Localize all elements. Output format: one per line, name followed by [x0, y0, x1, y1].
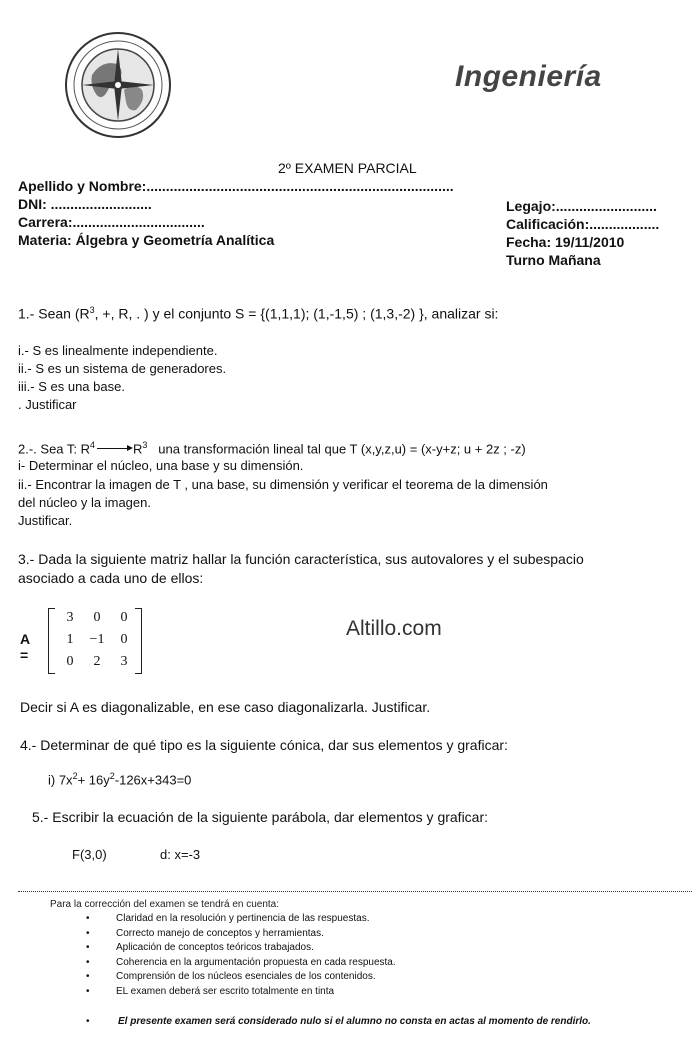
university-seal-logo: [62, 30, 174, 140]
matrix-label: A =: [20, 631, 30, 663]
list-item: • Aplicación de conceptos teóricos trabajados.: [86, 942, 314, 953]
grade-field: Calificación:..................: [506, 216, 660, 232]
exam-title: 2º EXAMEN PARCIAL: [278, 160, 417, 176]
matrix-cell: 2: [93, 654, 101, 669]
watermark-text: Altillo.com: [346, 617, 442, 640]
q1-item-i: i.- S es linealmente independiente.: [18, 343, 218, 358]
criteria-list: [86, 913, 396, 1000]
subject-field: Materia: Álgebra y Geometría Analítica: [18, 232, 275, 248]
matrix-cell: 0: [66, 654, 74, 669]
career-field: Carrera:..................................: [18, 214, 205, 230]
legajo-field: Legajo:..........................: [506, 198, 657, 214]
footer-divider: [18, 891, 692, 892]
q2-item-ii-line1: ii.- Encontrar la imagen de T , una base, su dimensión y verificar el teorema de la dimensión: [18, 477, 548, 492]
list-item: • EL examen deberá ser escrito totalmente en tinta: [86, 985, 335, 997]
parabola-directrix: d: x=-3: [160, 847, 201, 862]
question-3-line1: 3.- Dada la siguiente matriz hallar la función característica, sus autovalores y el subespacio: [18, 551, 584, 567]
list-item: • Comprensión de los núcleos esenciales de los contenidos.: [86, 971, 376, 982]
faculty-brand: Ingeniería: [455, 60, 602, 93]
matrix-brackets: [48, 608, 142, 674]
matrix-cell: 3: [120, 654, 128, 669]
dni-field: DNI: ..........................: [18, 196, 152, 212]
matrix-cell: 0: [120, 632, 128, 647]
question-2: 2.-. Sea T: $R^4$ $R^3$ una transformación lineal tal que T (x,y,z,u) = (x-y+z; u + 2z ; -z): [18, 440, 526, 457]
matrix-cell: 0: [120, 610, 128, 625]
matrix-row: [57, 610, 137, 626]
q1-justify: . Justificar: [18, 397, 77, 412]
matrix-cell: 3: [66, 610, 74, 625]
list-item: • Correcto manejo de conceptos y herramientas.: [86, 927, 324, 939]
question-3-line2: asociado a cada uno de ellos:: [18, 570, 204, 586]
final-bullet: •: [86, 1016, 90, 1027]
footer-intro: Para la corrección del examen se tendrá en cuenta:: [50, 899, 280, 910]
matrix-row: [57, 654, 137, 670]
question-5: 5.- Escribir la ecuación de la siguiente parábola, dar elementos y graficar:: [32, 809, 489, 825]
list-item: • Coherencia en la argumentación propuesta en cada respuesta.: [86, 956, 396, 968]
matrix-row: [57, 632, 137, 648]
q2-item-ii-line2: del núcleo y la imagen.: [18, 495, 151, 510]
nullity-notice: El presente examen será considerado nulo si el alumno no consta en actas al momento de rendirlo.: [118, 1016, 591, 1027]
matrix-cell: 1: [66, 632, 74, 647]
q1-item-iii: iii.- S es una base.: [18, 379, 125, 394]
name-field: Apellido y Nombre:...............................................................................: [18, 178, 454, 194]
question-1: 1.- Sean ($R^3$, +, R, . ) y el conjunto S = {(1,1,1); (1,-1,5) ; (1,3,-2) }, analizar si:: [18, 305, 499, 322]
q2-justify: Justificar.: [18, 513, 73, 528]
list-item: • Claridad en la resolución y pertinencia de las respuestas.: [86, 913, 370, 924]
parabola-focus: F(3,0): [72, 847, 107, 862]
matrix-cell: −1: [89, 632, 105, 647]
conic-equation: i) $7x^2+ 16y^2-126x+343=0$: [48, 771, 192, 788]
matrix-cell: 0: [93, 610, 101, 625]
question-4: 4.- Determinar de qué tipo es la siguiente cónica, dar sus elementos y graficar:: [20, 737, 508, 753]
shift-field: Turno Mañana: [506, 252, 601, 268]
diagonalizable-instruction: Decir si A es diagonalizable, en ese caso diagonalizarla. Justificar.: [20, 699, 431, 715]
date-field: Fecha: 19/11/2010: [506, 234, 625, 250]
q2-item-i: i- Determinar el núcleo, una base y su dimensión.: [18, 458, 304, 473]
arrow-icon: [97, 448, 131, 449]
q1-item-ii: ii.- S es un sistema de generadores.: [18, 361, 227, 376]
